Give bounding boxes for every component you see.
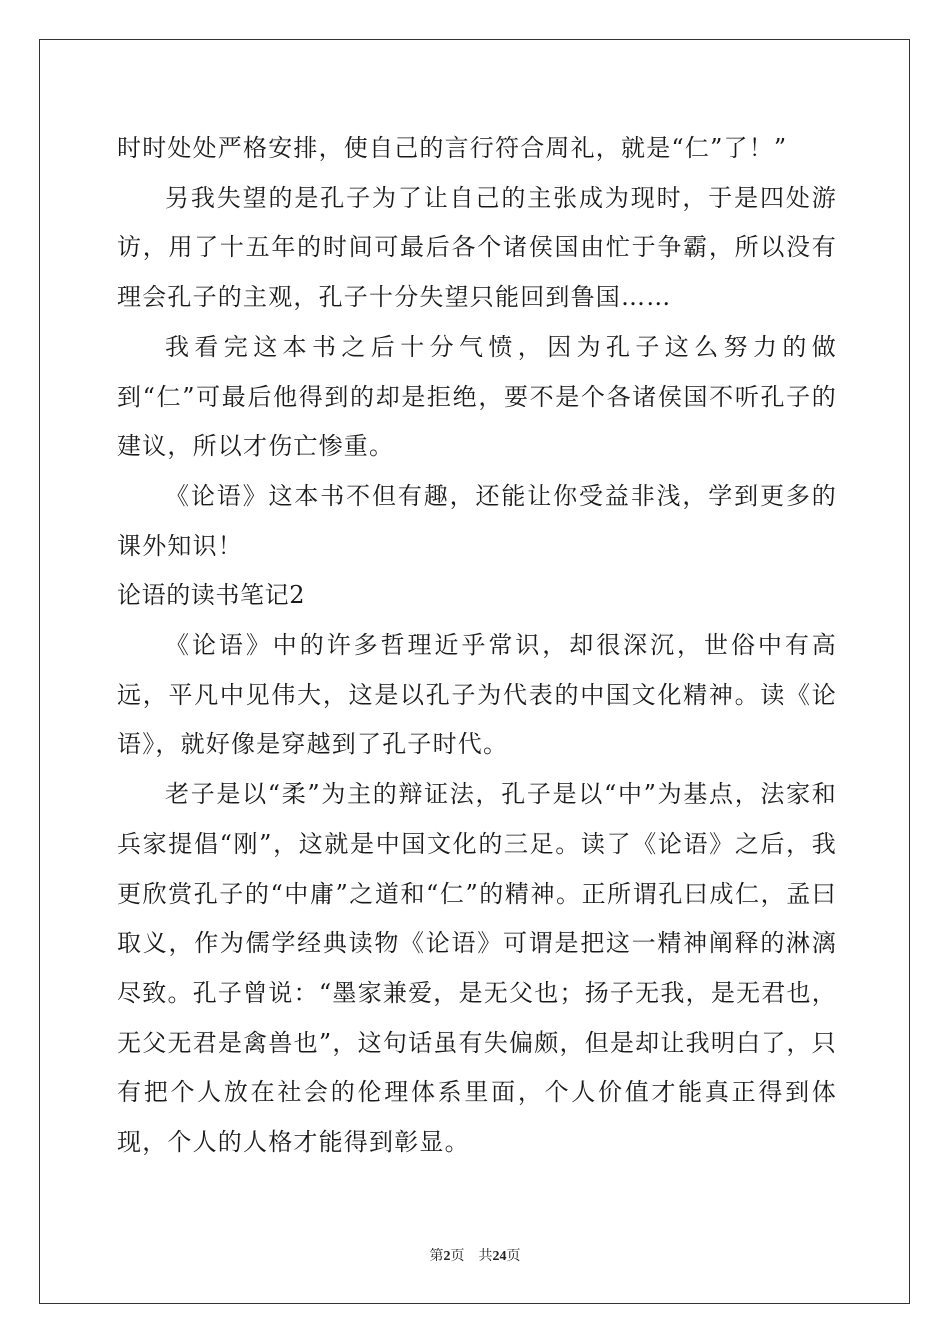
paragraph-2: 另我失望的是孔子为了让自己的主张成为现时，于是四处游访，用了十五年的时间可最后各个诸侯国由忙于争霸，所以没有理会孔子的主观，孔子十分失望只能回到鲁国…… xyxy=(117,183,837,312)
total-pages: 24 xyxy=(492,1249,507,1264)
paragraph-5: 《论语》中的许多哲理近乎常识，却很深沉，世俗中有高远，平凡中见伟大，这是以孔子为代表的中国文化精神。读《论语》，就好像是穿越到了孔子时代。 xyxy=(117,631,837,759)
page-suffix: 页 xyxy=(450,1249,465,1264)
paragraph-1: 时时处处严格安排，使自己的言行符合周礼，就是“仁”了！” xyxy=(117,134,788,162)
page-footer xyxy=(0,1245,950,1265)
page-number: 2 xyxy=(443,1249,451,1264)
section-heading: 论语的读书笔记2 xyxy=(117,581,306,610)
document-body xyxy=(117,124,837,1168)
total-suffix: 页 xyxy=(506,1249,521,1264)
page-prefix: 第 xyxy=(429,1249,444,1264)
total-prefix: 共 xyxy=(478,1249,493,1264)
paragraph-3: 我看完这本书之后十分气愤，因为孔子这么努力的做到“仁”可最后他得到的却是拒绝，要不是个各诸侯国不听孔子的建议，所以才伤亡惨重。 xyxy=(117,332,837,461)
paragraph-4: 《论语》这本书不但有趣，还能让你受益非浅，学到更多的课外知识！ xyxy=(117,481,837,560)
paragraph-6: 老子是以“柔”为主的辩证法，孔子是以“中”为基点，法家和兵家提倡“刚”，这就是中国文化的三足。读了《论语》之后，我更欣赏孔子的“中庸”之道和“仁”的精神。正所谓孔曰成仁，孟曰取义，作为儒学经典读物《论语》可谓是把这一精神阐释的淋漓尽致。孔子曾说：“墨家兼爱，是无父也；扬子无我，是无君也，无父无君是禽兽也”，这句话虽有失偏颇，但是却让我明白了，只有把个人放在社会的伦理体系里面，个人价值才能真正得到体现，个人的人格才能得到彰显。 xyxy=(117,780,837,1157)
